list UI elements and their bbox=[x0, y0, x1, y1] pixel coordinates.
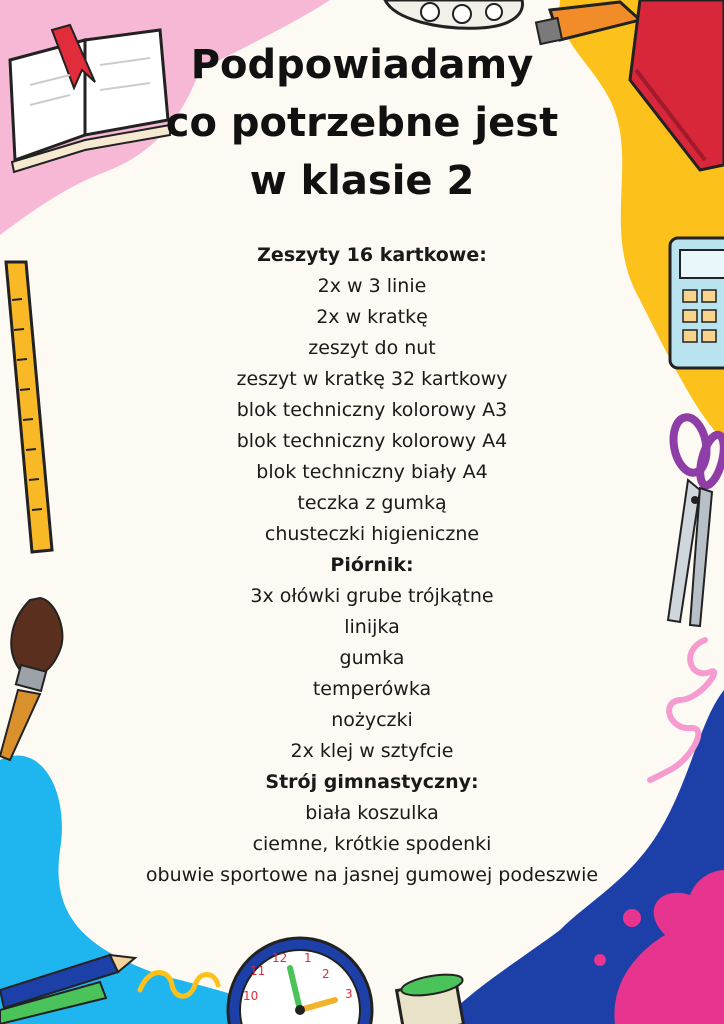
clock-number: 10 bbox=[243, 989, 259, 1003]
clock-number: 12 bbox=[272, 951, 288, 965]
section-heading-pencil-case: Piórnik: bbox=[330, 554, 414, 576]
list-item: linijka bbox=[344, 616, 400, 638]
section-heading-notebooks: Zeszyty 16 kartkowe: bbox=[257, 244, 487, 266]
list-item: chusteczki higieniczne bbox=[264, 523, 480, 545]
list-item: biała koszulka bbox=[305, 802, 439, 824]
list-item: gumka bbox=[339, 647, 405, 669]
supply-list bbox=[100, 240, 644, 891]
list-item: 2x klej w sztyfcie bbox=[290, 740, 454, 762]
title-line: w klasie 2 bbox=[249, 158, 475, 204]
list-item: zeszyt w kratkę 32 kartkowy bbox=[236, 368, 508, 390]
page-title bbox=[120, 36, 604, 210]
clock-number: 11 bbox=[250, 964, 266, 978]
list-item: blok techniczny kolorowy A3 bbox=[236, 399, 508, 421]
list-item: blok techniczny kolorowy A4 bbox=[236, 430, 508, 452]
title-line: co potrzebne jest bbox=[165, 100, 559, 146]
list-item: 3x ołówki grube trójkątne bbox=[250, 585, 494, 607]
section-heading-pe-outfit: Strój gimnastyczny: bbox=[265, 771, 479, 793]
list-item: zeszyt do nut bbox=[308, 337, 436, 359]
list-item: blok techniczny biały A4 bbox=[256, 461, 488, 483]
title-line: Podpowiadamy bbox=[190, 42, 534, 88]
list-item: 2x w kratkę bbox=[316, 306, 428, 328]
clock-number: 1 bbox=[304, 951, 312, 965]
list-item: 2x w 3 linie bbox=[317, 275, 427, 297]
clock-number: 2 bbox=[322, 967, 330, 981]
list-item: nożyczki bbox=[331, 709, 413, 731]
list-item: temperówka bbox=[312, 678, 432, 700]
clock-number: 3 bbox=[345, 987, 353, 1001]
list-item: ciemne, krótkie spodenki bbox=[252, 833, 492, 855]
list-item: teczka z gumką bbox=[297, 492, 447, 514]
list-item: obuwie sportowe na jasnej gumowej podeszwie bbox=[145, 864, 599, 886]
